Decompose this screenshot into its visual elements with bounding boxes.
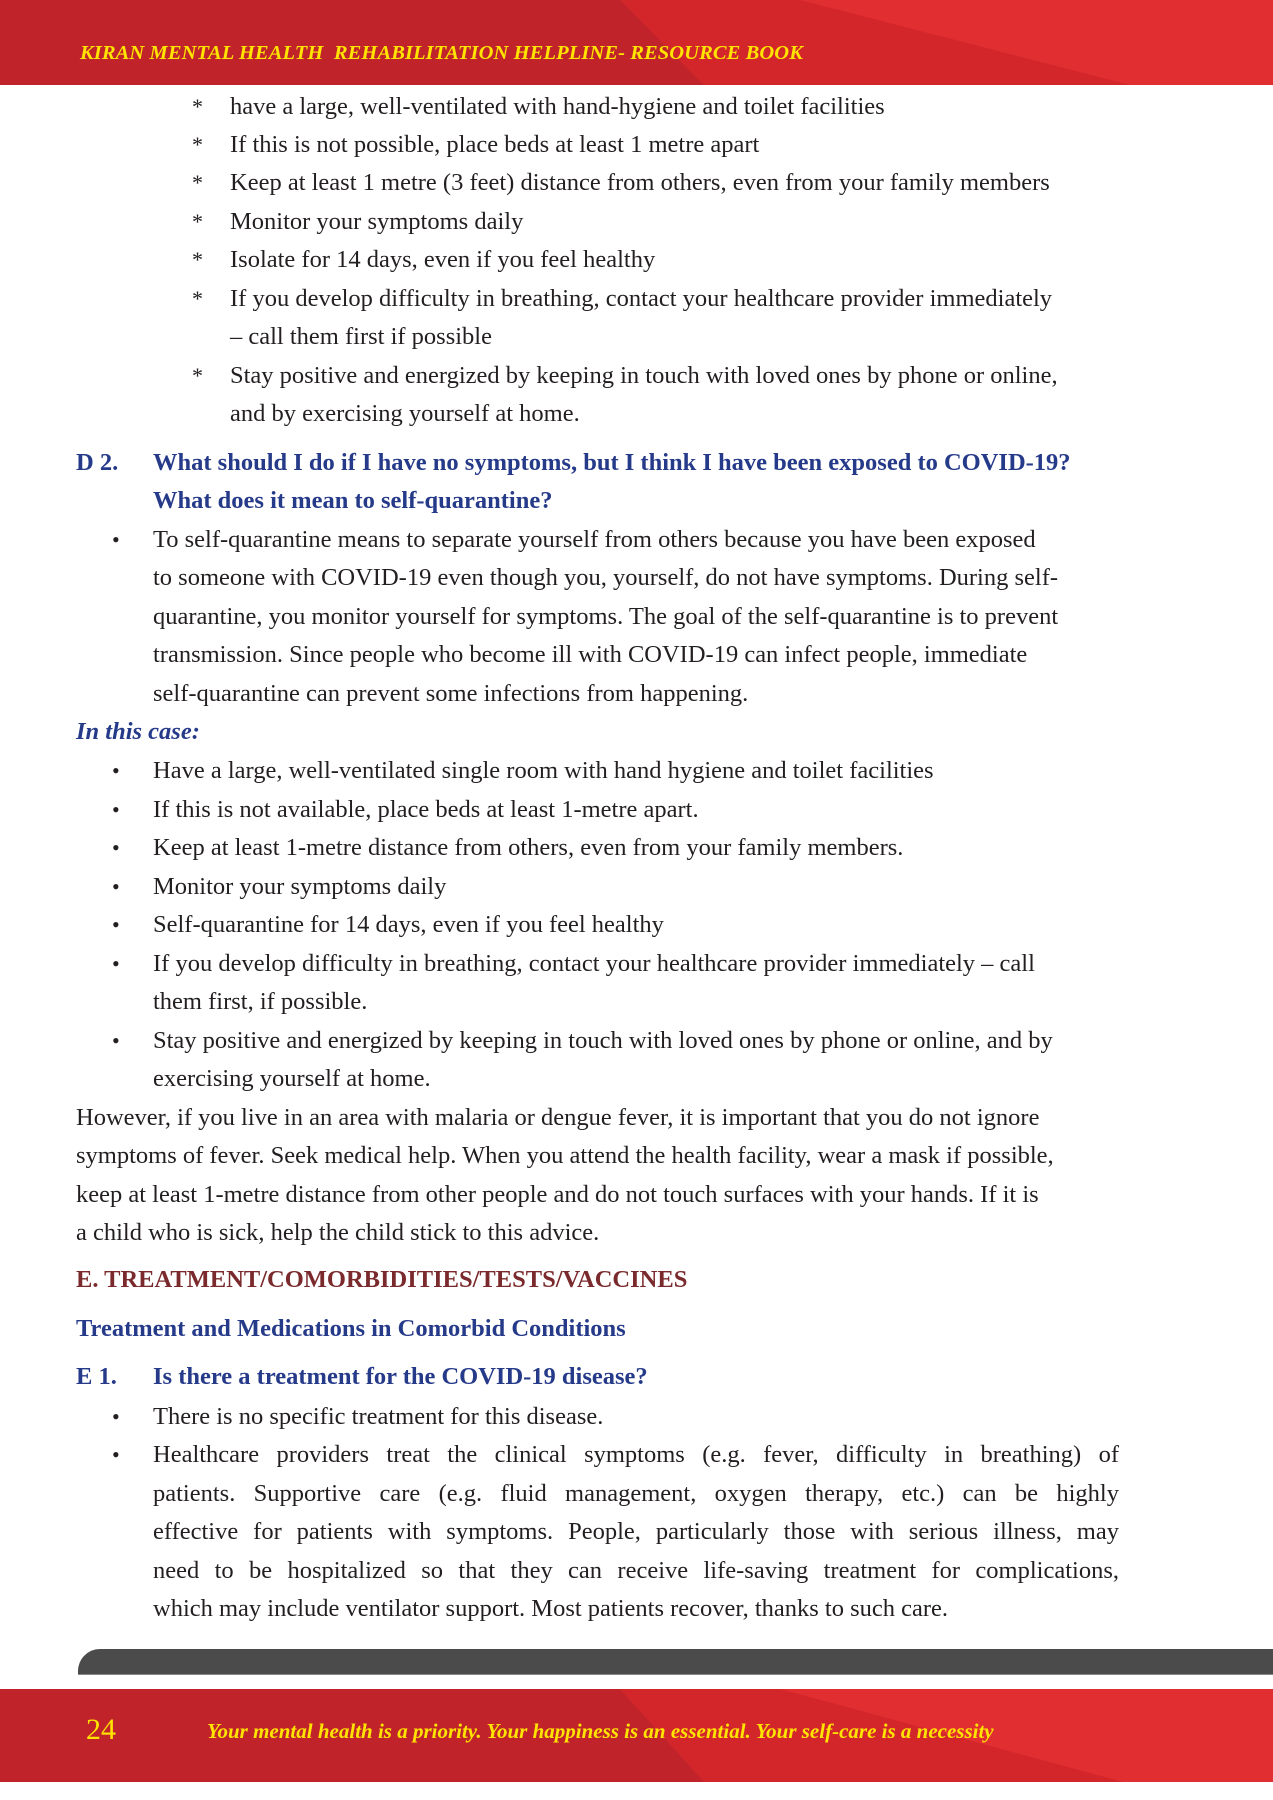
answer-text: patients. Supportive care (e.g. fluid management, oxygen therapy, etc.) can be highly — [153, 1480, 1119, 1507]
paragraph-line: keep at least 1-metre distance from other people and do not touch surfaces with your hands. If it is — [76, 1181, 1039, 1208]
paragraph-line: symptoms of fever. Seek medical help. When you attend the health facility, wear a mask if possible, — [76, 1142, 1054, 1169]
answer-text: which may include ventilator support. Most patients recover, thanks to such care. — [153, 1595, 949, 1622]
asterisk-marker: * — [192, 209, 203, 234]
asterisk-marker: * — [192, 94, 203, 119]
question-text: What does it mean to self-quarantine? — [153, 487, 553, 514]
list-item-continuation: exercising yourself at home. — [153, 1065, 431, 1092]
page-number: 24 — [86, 1713, 116, 1746]
in-this-case-heading: In this case: — [76, 718, 200, 745]
answer-text: self-quarantine can prevent some infections from happening. — [153, 680, 749, 707]
paragraph-line: However, if you live in an area with malaria or dengue fever, it is important that you do not ignore — [76, 1104, 1040, 1131]
bullet-marker: • — [112, 797, 120, 822]
question-text: What should I do if I have no symptoms, but I think I have been exposed to COVID-19? — [153, 449, 1071, 476]
list-item: Monitor your symptoms daily — [153, 873, 447, 900]
section-subtitle: Treatment and Medications in Comorbid Conditions — [76, 1315, 626, 1342]
footer-divider-bar — [78, 1649, 1273, 1674]
answer-text: to someone with COVID-19 even though you, yourself, do not have symptoms. During self- — [153, 564, 1059, 591]
section-title: E. TREATMENT/COMORBIDITIES/TESTS/VACCINES — [76, 1266, 688, 1293]
bullet-marker: • — [112, 1028, 120, 1053]
list-item: Self-quarantine for 14 days, even if you feel healthy — [153, 911, 664, 938]
answer-text: Healthcare providers treat the clinical symptoms (e.g. fever, difficulty in breathing) of — [153, 1441, 1119, 1468]
list-item-continuation: them first, if possible. — [153, 988, 368, 1015]
answer-text: need to be hospitalized so that they can receive life-saving treatment for complications, — [153, 1557, 1119, 1584]
question-label: D 2. — [76, 449, 119, 476]
question-text: Is there a treatment for the COVID-19 disease? — [153, 1363, 648, 1390]
list-item: Have a large, well-ventilated single room with hand hygiene and toilet facilities — [153, 757, 934, 784]
bullet-marker: • — [112, 874, 120, 899]
list-item: Keep at least 1-metre distance from others, even from your family members. — [153, 834, 904, 861]
list-item: If you develop difficulty in breathing, contact your healthcare provider immediately – call — [153, 950, 1035, 977]
asterisk-marker: * — [192, 132, 203, 157]
list-item: Monitor your symptoms daily — [230, 208, 524, 235]
list-item: Keep at least 1 metre (3 feet) distance from others, even from your family members — [230, 169, 1050, 196]
bullet-marker: • — [112, 835, 120, 860]
answer-text: To self-quarantine means to separate yourself from others because you have been exposed — [153, 526, 1036, 553]
list-item-continuation: – call them first if possible — [230, 323, 492, 350]
list-item: Isolate for 14 days, even if you feel healthy — [230, 246, 656, 273]
answer-text: effective for patients with symptoms. People, particularly those with serious illness, may — [153, 1518, 1119, 1545]
asterisk-marker: * — [192, 247, 203, 272]
list-item: If you develop difficulty in breathing, contact your healthcare provider immediately — [230, 285, 1053, 312]
list-item: If this is not available, place beds at least 1-metre apart. — [153, 796, 699, 823]
footer-tagline: Your mental health is a priority. Your happiness is an essential. Your self-care is a necessity — [207, 1719, 994, 1743]
asterisk-marker: * — [192, 170, 203, 195]
answer-text: quarantine, you monitor yourself for symptoms. The goal of the self-quarantine is to prevent — [153, 603, 1059, 630]
question-label: E 1. — [76, 1363, 117, 1390]
answer-text: There is no specific treatment for this disease. — [153, 1403, 604, 1430]
header-title: KIRAN MENTAL HEALTH REHABILITATION HELPLINE- RESOURCE BOOK — [80, 42, 803, 64]
list-item: If this is not possible, place beds at least 1 metre apart — [230, 131, 760, 158]
bullet-marker: • — [112, 758, 120, 783]
page-footer — [0, 1689, 1273, 1782]
list-item-continuation: and by exercising yourself at home. — [230, 400, 580, 427]
bullet-marker: • — [112, 951, 120, 976]
paragraph-line: a child who is sick, help the child stick to this advice. — [76, 1219, 600, 1246]
asterisk-marker: * — [192, 286, 203, 311]
bullet-marker: • — [112, 1404, 120, 1429]
bullet-marker: • — [112, 527, 120, 552]
list-item: Stay positive and energized by keeping in touch with loved ones by phone or online, and by — [153, 1027, 1053, 1054]
bullet-marker: • — [112, 1442, 120, 1467]
bullet-marker: • — [112, 912, 120, 937]
list-item: Stay positive and energized by keeping in touch with loved ones by phone or online, — [230, 362, 1058, 389]
asterisk-marker: * — [192, 363, 203, 388]
page-header — [0, 0, 1273, 85]
list-item: have a large, well-ventilated with hand-hygiene and toilet facilities — [230, 93, 885, 120]
answer-text: transmission. Since people who become ill with COVID-19 can infect people, immediate — [153, 641, 1028, 668]
